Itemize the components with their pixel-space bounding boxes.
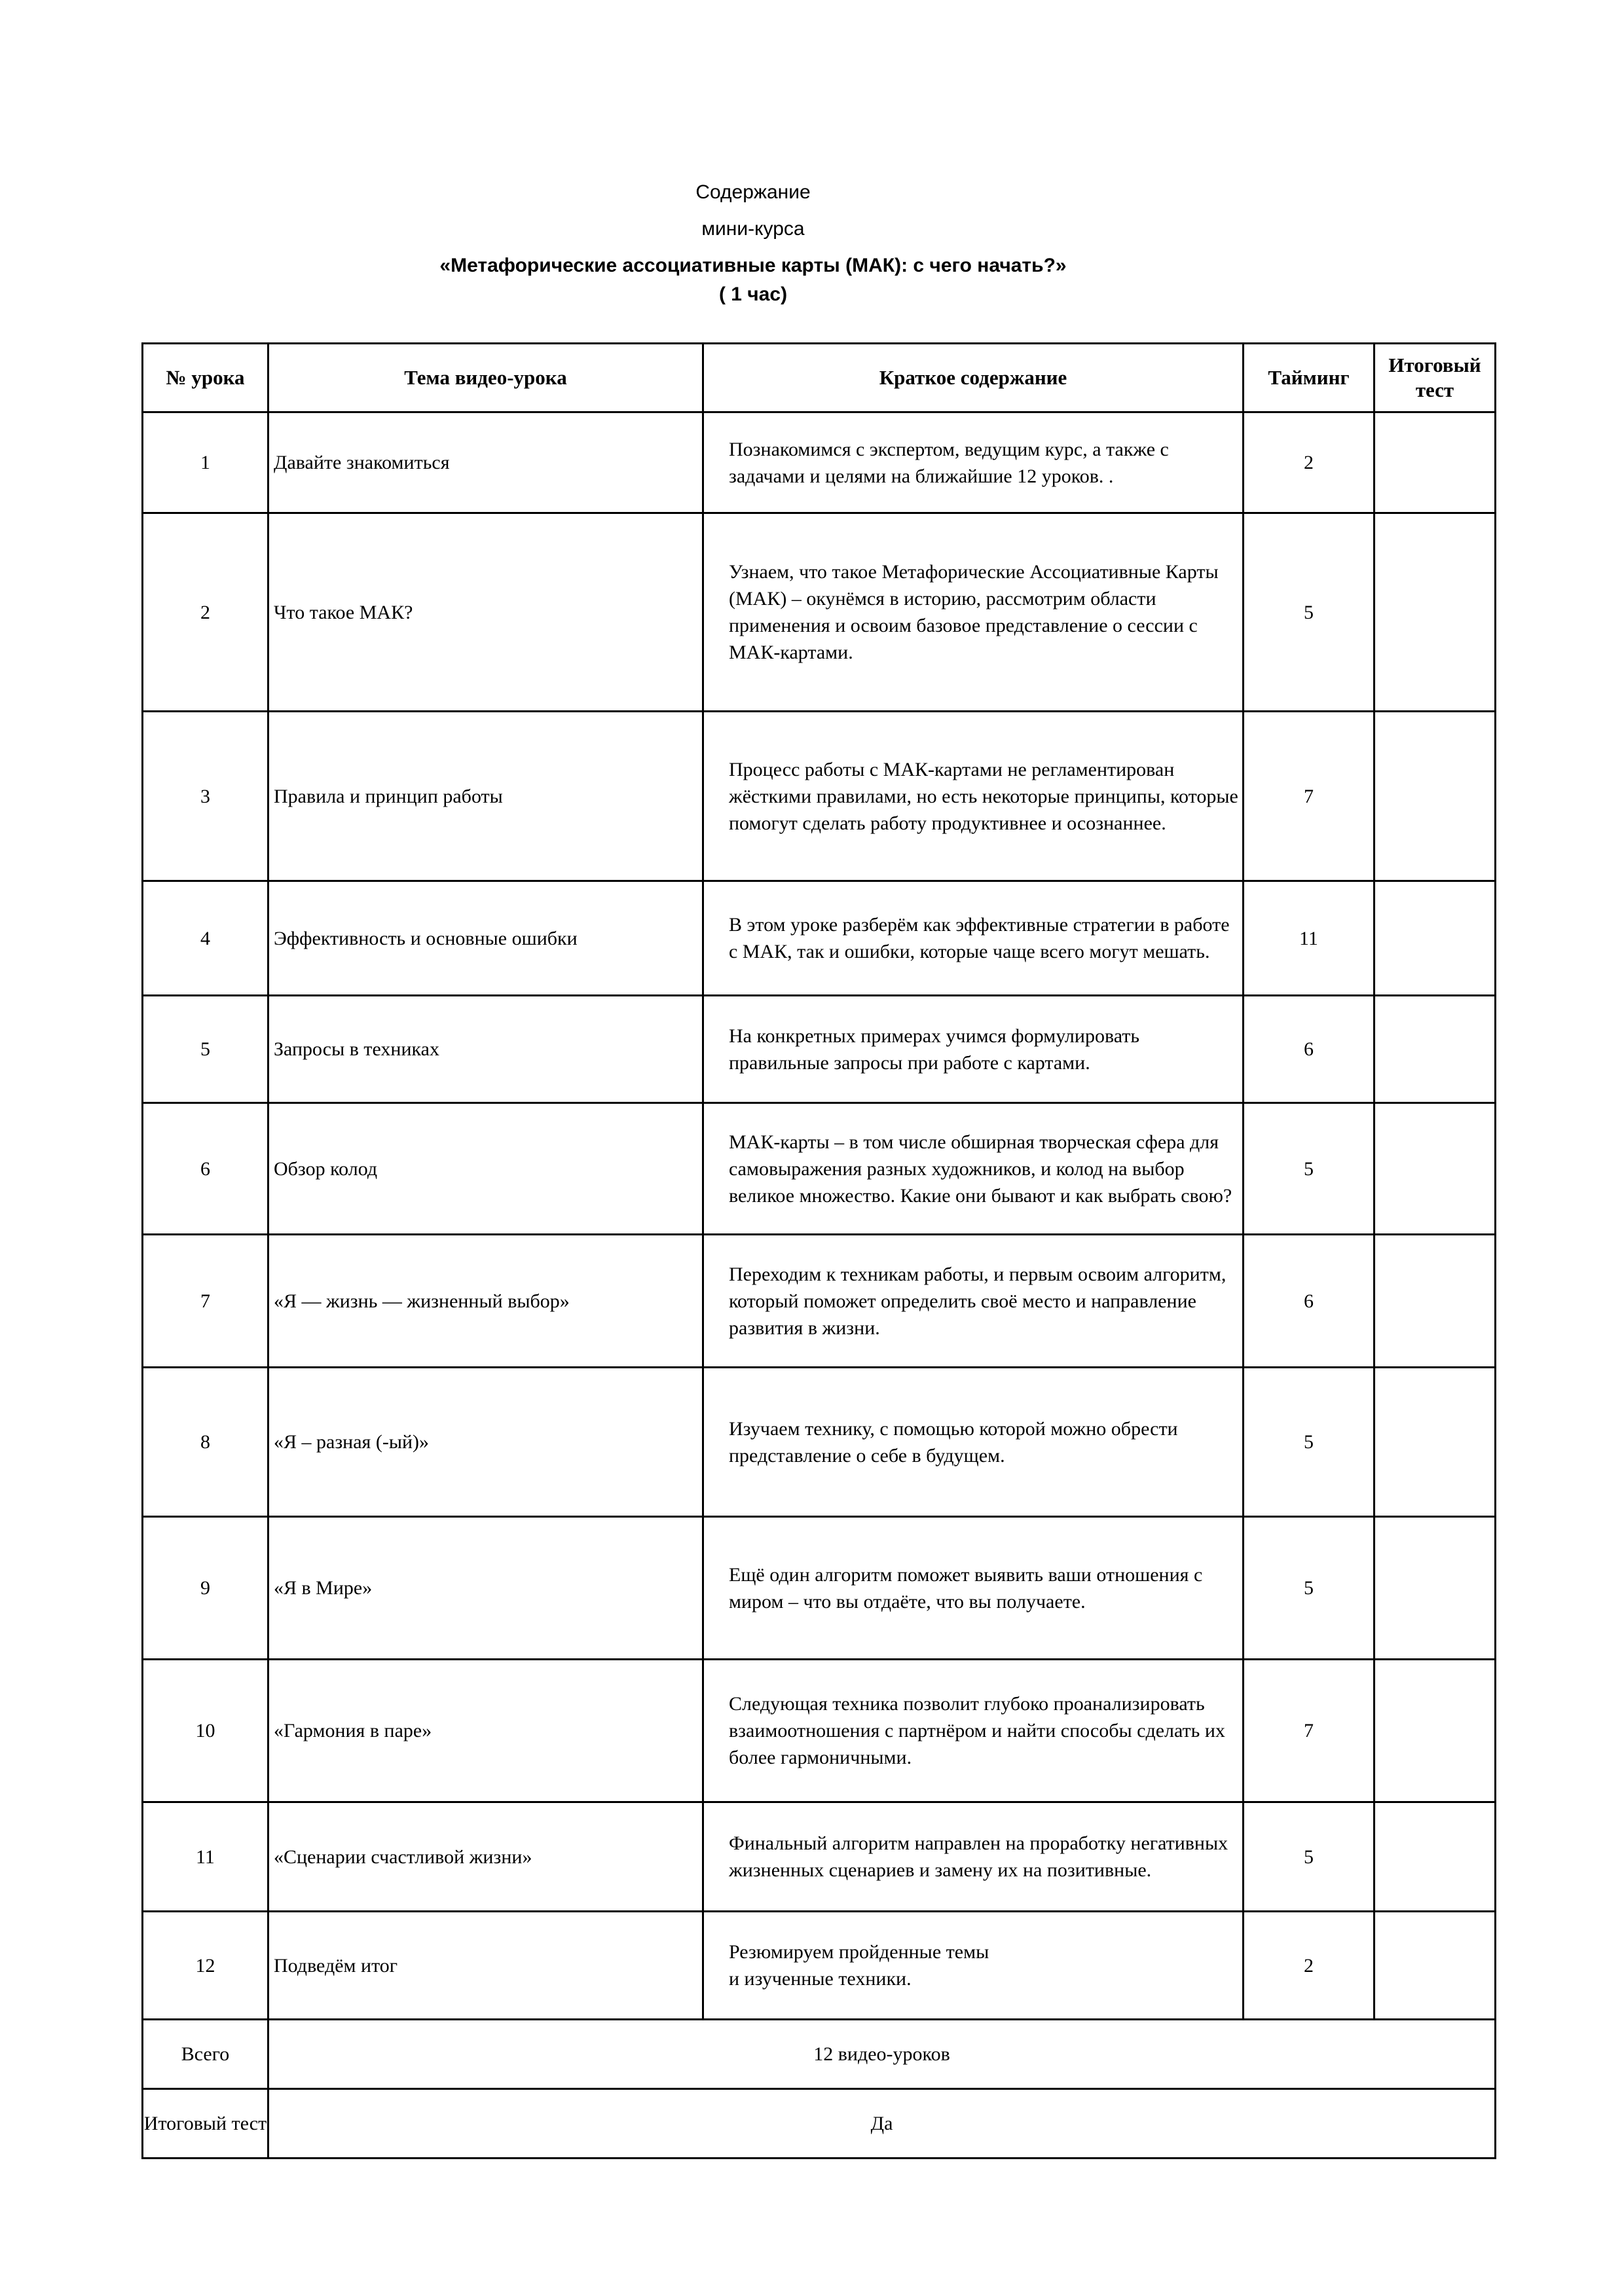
lesson-test	[1375, 996, 1496, 1103]
header-summary: Краткое содержание	[703, 344, 1244, 412]
table-header-row	[143, 344, 1496, 412]
doc-title-line-2: мини-курса	[701, 218, 805, 240]
lesson-number: 6	[143, 1103, 268, 1235]
lesson-summary: На конкретных примерах учимся формулировать правильные запросы при работе с картами.	[703, 996, 1244, 1103]
table-row	[143, 1368, 1496, 1517]
lesson-topic: «Сценарии счастливой жизни»	[268, 1802, 703, 1912]
lesson-number: 7	[143, 1235, 268, 1368]
lesson-summary: Переходим к техникам работы, и первым освоим алгоритм, который поможет определить своё место и направление развития в жизни.	[703, 1235, 1244, 1368]
table-row	[143, 1660, 1496, 1802]
lesson-number: 8	[143, 1368, 268, 1517]
lesson-timing: 11	[1244, 881, 1375, 996]
lesson-summary: Ещё один алгоритм поможет выявить ваши отношения с миром – что вы отдаёте, что вы получаете.	[703, 1517, 1244, 1660]
header-topic: Тема видео-урока	[268, 344, 703, 412]
lesson-summary: Резюмируем пройденные темы и изученные техники.	[703, 1912, 1244, 2020]
lesson-topic: «Я – разная (-ый)»	[268, 1368, 703, 1517]
lesson-topic: Что такое МАК?	[268, 513, 703, 712]
table-row	[143, 881, 1496, 996]
lesson-test	[1375, 1517, 1496, 1660]
table-row	[143, 1517, 1496, 1660]
lesson-summary: Финальный алгоритм направлен на проработку негативных жизненных сценариев и замену их на позитивные.	[703, 1802, 1244, 1912]
lesson-test	[1375, 881, 1496, 996]
lesson-timing: 5	[1244, 1517, 1375, 1660]
lesson-number: 3	[143, 712, 268, 881]
lesson-summary: Познакомимся с экспертом, ведущим курс, а также с задачами и целями на ближайшие 12 уроков. .	[703, 412, 1244, 513]
header-lesson-number: № урока	[143, 344, 268, 412]
total-value: 12 видео-уроков	[268, 2020, 1496, 2089]
final-test-value: Да	[268, 2089, 1496, 2159]
final-test-row	[143, 2089, 1496, 2159]
lesson-test	[1375, 712, 1496, 881]
table-row	[143, 1912, 1496, 2020]
lesson-test	[1375, 1912, 1496, 2020]
lesson-test	[1375, 513, 1496, 712]
table-row	[143, 996, 1496, 1103]
lesson-timing: 7	[1244, 1660, 1375, 1802]
lesson-number: 10	[143, 1660, 268, 1802]
lesson-topic: «Я — жизнь — жизненный выбор»	[268, 1235, 703, 1368]
lesson-number: 5	[143, 996, 268, 1103]
total-row	[143, 2020, 1496, 2089]
lesson-timing: 5	[1244, 1368, 1375, 1517]
lesson-timing: 7	[1244, 712, 1375, 881]
table-row	[143, 1103, 1496, 1235]
lesson-timing: 5	[1244, 1802, 1375, 1912]
table-row	[143, 712, 1496, 881]
lesson-summary: Следующая техника позволит глубоко проанализировать взаимоотношения с партнёром и найти способы сделать их более гармоничными.	[703, 1660, 1244, 1802]
lesson-timing: 6	[1244, 1235, 1375, 1368]
lesson-topic: Эффективность и основные ошибки	[268, 881, 703, 996]
lesson-summary: МАК-карты – в том числе обширная творческая сфера для самовыражения разных художников, и колод на выбор великое множество. Какие они бывают и как выбрать свою?	[703, 1103, 1244, 1235]
total-label: Всего	[143, 2020, 268, 2089]
lesson-topic: «Я в Мире»	[268, 1517, 703, 1660]
lesson-topic: Правила и принцип работы	[268, 712, 703, 881]
header-final-test: Итоговый тест	[1375, 344, 1496, 412]
lesson-summary: Узнаем, что такое Метафорические Ассоциативные Карты (МАК) – окунёмся в историю, рассмотрим области применения и освоим базовое представление о сессии с МАК-картами.	[703, 513, 1244, 712]
lessons-table	[141, 342, 1496, 2159]
lesson-number: 11	[143, 1802, 268, 1912]
lesson-topic: Запросы в техниках	[268, 996, 703, 1103]
lesson-test	[1375, 1103, 1496, 1235]
final-test-label: Итоговый тест	[143, 2089, 268, 2159]
lesson-topic: Подведём итог	[268, 1912, 703, 2020]
lesson-summary: В этом уроке разберём как эффективные стратегии в работе с МАК, так и ошибки, которые чаще всего могут мешать.	[703, 881, 1244, 996]
header-timing: Тайминг	[1244, 344, 1375, 412]
course-title: «Метафорические ассоциативные карты (МАК): с чего начать?»	[439, 255, 1067, 276]
lesson-number: 9	[143, 1517, 268, 1660]
lesson-test	[1375, 1235, 1496, 1368]
course-duration: ( 1 час)	[718, 283, 788, 305]
lesson-test	[1375, 412, 1496, 513]
table-row	[143, 513, 1496, 712]
lesson-test	[1375, 1802, 1496, 1912]
lesson-number: 12	[143, 1912, 268, 2020]
lesson-topic: Обзор колод	[268, 1103, 703, 1235]
lesson-timing: 5	[1244, 513, 1375, 712]
lesson-topic: Давайте знакомиться	[268, 412, 703, 513]
doc-title-line-1: Содержание	[695, 181, 811, 203]
table-row	[143, 1235, 1496, 1368]
lesson-summary: Процесс работы с МАК-картами не регламентирован жёсткими правилами, но есть некоторые принципы, которые помогут сделать работу продуктивнее и осознаннее.	[703, 712, 1244, 881]
lesson-timing: 2	[1244, 412, 1375, 513]
table-row	[143, 1802, 1496, 1912]
lesson-number: 2	[143, 513, 268, 712]
lesson-timing: 2	[1244, 1912, 1375, 2020]
lesson-timing: 5	[1244, 1103, 1375, 1235]
lesson-topic: «Гармония в паре»	[268, 1660, 703, 1802]
lesson-number: 4	[143, 881, 268, 996]
lesson-number: 1	[143, 412, 268, 513]
lesson-summary: Изучаем технику, с помощью которой можно обрести представление о себе в будущем.	[703, 1368, 1244, 1517]
table-row	[143, 412, 1496, 513]
lesson-test	[1375, 1660, 1496, 1802]
lesson-timing: 6	[1244, 996, 1375, 1103]
lesson-test	[1375, 1368, 1496, 1517]
